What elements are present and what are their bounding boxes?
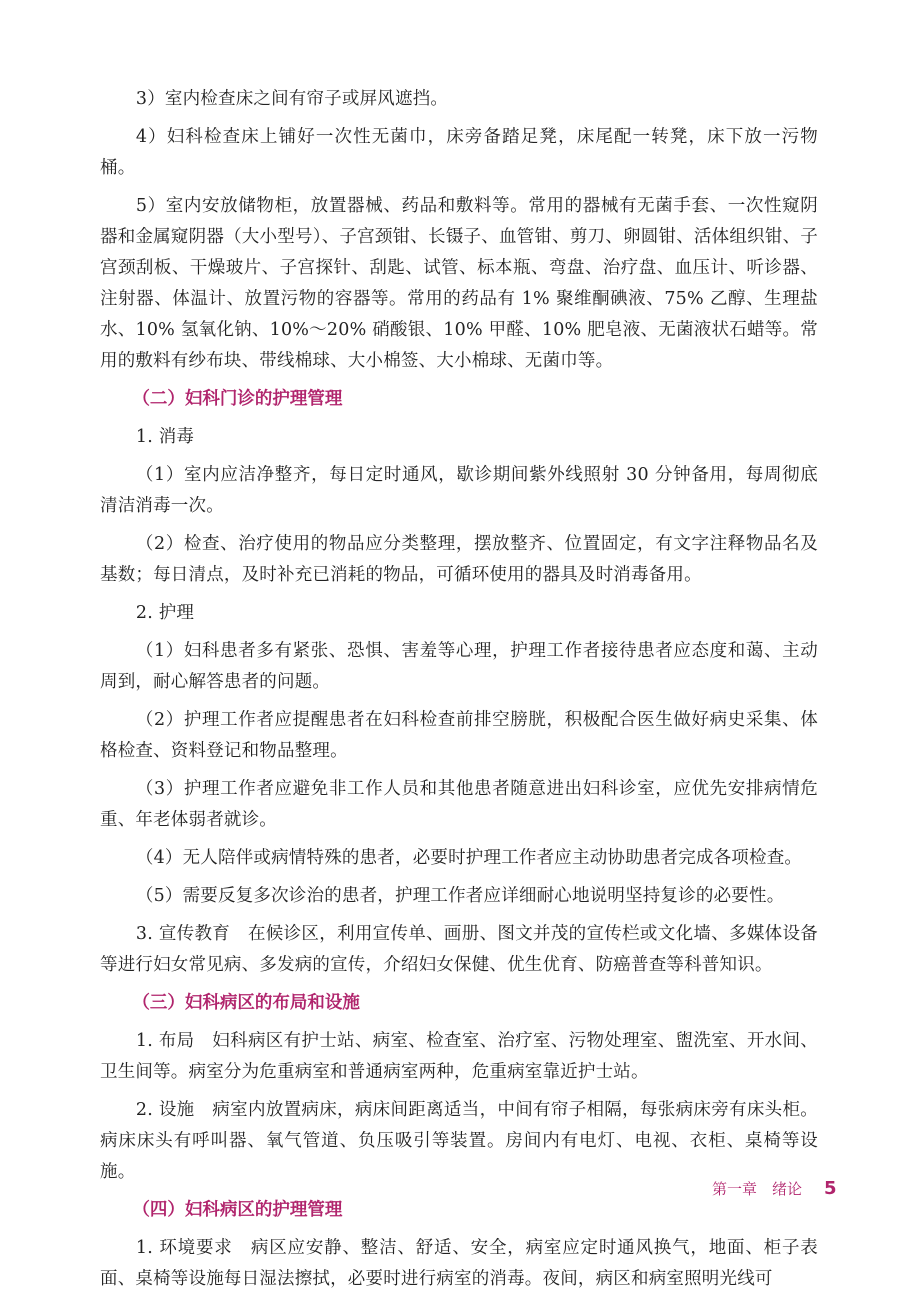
section-heading: （二）妇科门诊的护理管理 <box>132 389 343 409</box>
paragraph: 5）室内安放储物柜，放置器械、药品和敷料等。常用的器械有无菌手套、一次性窥阴器和金属窥阴器（大小型号）、子宫颈钳、长镊子、血管钳、剪刀、卵圆钳、活体组织钳、子宫颈刮板、干燥玻片、子宫探针、刮匙、试管、标本瓶、弯盘、治疗盘、血压计、听诊器、注射器、体温计、放置污物的容器等。常用的药品有 1% 聚维酮碘液、75% 乙醇、生理盐水、10% 氢氧化钠、10%～20% 硝酸银、10% 甲醛、10% 肥皂液、无菌液状石蜡等。常用的敷料有纱布块、带线棉球、大小棉签、大小棉球、无菌巾等。 <box>100 196 818 371</box>
paragraph: （2）检查、治疗使用的物品应分类整理，摆放整齐、位置固定，有文字注释物品名及基数；每日清点，及时补充已消耗的物品，可循环使用的器具及时消毒备用。 <box>100 534 818 585</box>
page-number: 5 <box>824 1178 837 1199</box>
page-body <box>100 84 818 1302</box>
paragraph: 1. 布局 妇科病区有护士站、病室、检查室、治疗室、污物处理室、盥洗室、开水间、卫生间等。病室分为危重病室和普通病室两种，危重病室靠近护士站。 <box>100 1031 818 1082</box>
section-heading: （四）妇科病区的护理管理 <box>132 1200 343 1220</box>
section-heading: （三）妇科病区的布局和设施 <box>132 993 360 1013</box>
paragraph: （4）无人陪伴或病情特殊的患者，必要时护理工作者应主动协助患者完成各项检查。 <box>135 848 803 868</box>
paragraph: 2. 设施 病室内放置病床，病床间距离适当，中间有帘子相隔，每张病床旁有床头柜。病床床头有呼叫器、氧气管道、负压吸引等装置。房间内有电灯、电视、衣柜、桌椅等设施。 <box>100 1100 818 1182</box>
page-footer <box>712 1178 837 1200</box>
chapter-label: 第一章 绪论 <box>712 1180 803 1198</box>
paragraph: （1）妇科患者多有紧张、恐惧、害羞等心理，护理工作者接待患者应态度和蔼、主动周到，耐心解答患者的问题。 <box>100 641 818 692</box>
paragraph: （2）护理工作者应提醒患者在妇科检查前排空膀胱，积极配合医生做好病史采集、体格检查、资料登记和物品整理。 <box>100 710 818 761</box>
paragraph: 1. 环境要求 病区应安静、整洁、舒适、安全，病室应定时通风换气，地面、柜子表面、桌椅等设施每日湿法擦拭，必要时进行病室的消毒。夜间，病区和病室照明光线可 <box>100 1238 818 1289</box>
paragraph: 3）室内检查床之间有帘子或屏风遮挡。 <box>135 89 449 109</box>
subsection-title: 2. 护理 <box>135 603 195 623</box>
subsection-title: 1. 消毒 <box>135 427 195 447</box>
paragraph: （5）需要反复多次诊治的患者，护理工作者应详细耐心地说明坚持复诊的必要性。 <box>135 886 785 906</box>
paragraph: （1）室内应洁净整齐，每日定时通风，歇诊期间紫外线照射 30 分钟备用，每周彻底清洁消毒一次。 <box>100 465 818 516</box>
paragraph: 3. 宣传教育 在候诊区，利用宣传单、画册、图文并茂的宣传栏或文化墙、多媒体设备等进行妇女常见病、多发病的宣传，介绍妇女保健、优生优育、防癌普查等科普知识。 <box>100 924 818 975</box>
paragraph: （3）护理工作者应避免非工作人员和其他患者随意进出妇科诊室，应优先安排病情危重、年老体弱者就诊。 <box>100 779 818 830</box>
paragraph: 4）妇科检查床上铺好一次性无菌巾，床旁备踏足凳，床尾配一转凳，床下放一污物桶。 <box>100 127 818 178</box>
